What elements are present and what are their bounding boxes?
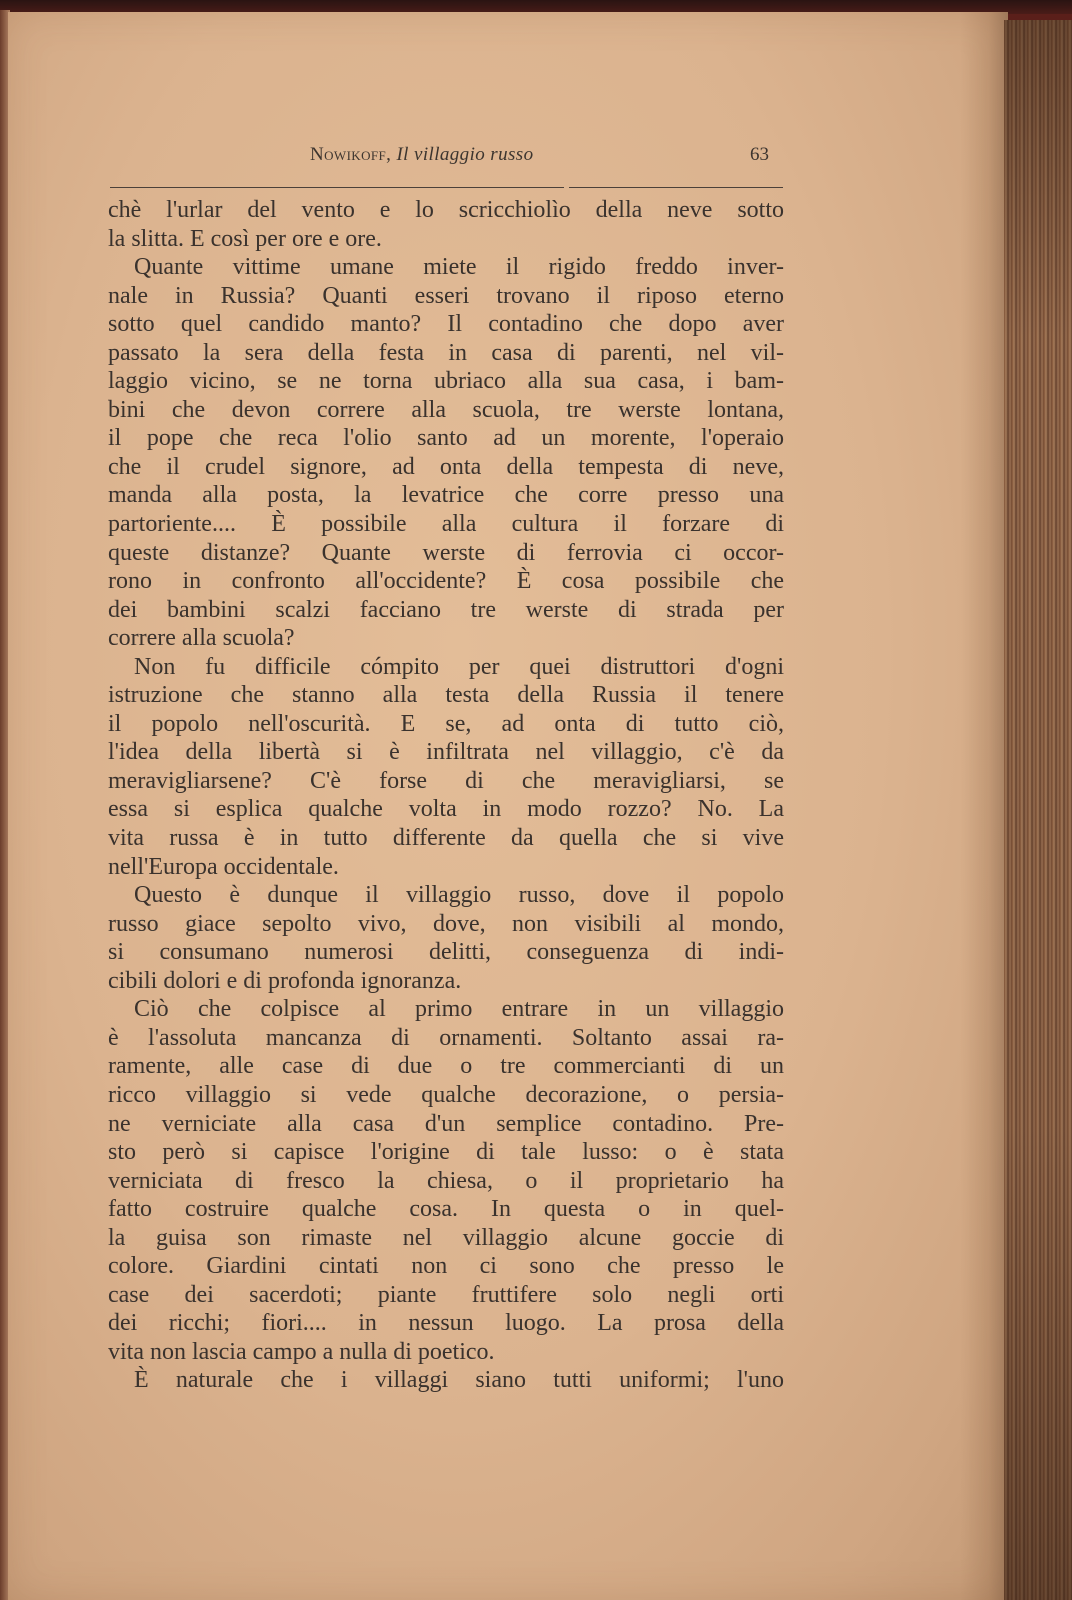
text-line: passato la sera della festa in casa di parenti, nel vil-	[108, 339, 784, 366]
text-line: l'idea della libertà si è infiltrata nel villaggio, c'è da	[108, 739, 784, 766]
text-line: vita russa è in tutto differente da quella che si vive	[108, 825, 784, 852]
text-line: ramente, alle case di due o tre commercianti di un	[108, 1053, 784, 1080]
text-line: sotto quel candido manto? Il contadino che dopo aver	[108, 311, 784, 338]
text-line: verniciata di fresco la chiesa, o il proprietario ha	[108, 1167, 784, 1194]
text-line: rono in confronto all'occidente? È cosa possibile che	[108, 568, 784, 595]
text-line: dei bambini scalzi facciano tre werste di strada per	[108, 596, 784, 623]
page-stack-shading	[1004, 20, 1072, 1600]
running-header	[110, 140, 782, 174]
text-line: queste distanze? Quante werste di ferrovia ci occor-	[108, 539, 784, 566]
text-line: ricco villaggio si vede qualche decorazione, o persia-	[108, 1081, 784, 1108]
text-line: il pope che reca l'olio santo ad un morente, l'operaio	[108, 425, 784, 452]
header-author: Nowikoff,	[310, 144, 392, 165]
text-line: si consumano numerosi delitti, conseguenza di indi-	[108, 939, 784, 966]
text-line: il popolo nell'oscurità. E se, ad onta di tutto ciò,	[108, 710, 784, 737]
text-line: la slitta. E così per ore e ore.	[108, 225, 382, 252]
text-line: dei ricchi; fiori.... in nessun luogo. La prosa della	[108, 1310, 784, 1337]
text-line: sto però si capisce l'origine di tale lusso: o è stata	[108, 1139, 784, 1166]
page-gutter-shadow	[960, 12, 1008, 1600]
body-text	[108, 196, 784, 1395]
text-line: manda alla posta, la levatrice che corre presso una	[108, 482, 784, 509]
text-line: ne verniciate alla casa d'un semplice contadino. Pre-	[108, 1110, 784, 1137]
text-line: laggio vicino, se ne torna ubriaco alla sua casa, i bam-	[108, 368, 784, 395]
text-line: colore. Giardini cintati non ci sono che presso le	[108, 1253, 784, 1280]
text-line: la guisa son rimaste nel villaggio alcune goccie di	[108, 1224, 784, 1251]
text-line: nale in Russia? Quanti esseri trovano il riposo eterno	[108, 282, 784, 309]
text-line: istruzione che stanno alla testa della Russia il tenere	[108, 682, 784, 709]
text-line: Ciò che colpisce al primo entrare in un villaggio	[134, 996, 784, 1023]
text-line: cibili dolori e di profonda ignoranza.	[108, 967, 462, 994]
text-line: meravigliarsene? C'è forse di che meravigliarsi, se	[108, 767, 784, 794]
text-line: Quante vittime umane miete il rigido freddo inver-	[134, 254, 784, 281]
text-line: case dei sacerdoti; piante fruttifere solo negli orti	[108, 1281, 784, 1308]
text-line: essa si esplica qualche volta in modo rozzo? No. La	[108, 796, 784, 823]
text-line: Questo è dunque il villaggio russo, dove il popolo	[134, 882, 784, 909]
running-title	[310, 144, 710, 166]
header-rule-left	[110, 187, 564, 188]
text-line: chè l'urlar del vento e lo scricchiolìo della neve sotto	[108, 197, 784, 223]
text-line: è l'assoluta mancanza di ornamenti. Soltanto assai ra-	[108, 1024, 784, 1051]
text-line: fatto costruire qualche cosa. In questa o in quel-	[108, 1196, 784, 1223]
text-line: correre alla scuola?	[108, 625, 295, 652]
header-book-title: Il villaggio russo	[396, 144, 534, 165]
text-line: partoriente.... È possibile alla cultura il forzare di	[108, 511, 784, 538]
text-line: nell'Europa occidentale.	[108, 853, 339, 880]
text-line: russo giace sepolto vivo, dove, non visibili al mondo,	[108, 910, 784, 937]
header-rule-right	[569, 187, 783, 188]
text-line: che il crudel signore, ad onta della tempesta di neve,	[108, 453, 784, 480]
text-line: È naturale che i villaggi siano tutti uniformi; l'uno	[134, 1367, 784, 1394]
text-line: vita non lascia campo a nulla di poetico.	[108, 1338, 495, 1365]
page-number: 63	[750, 144, 769, 165]
text-line: bini che devon correre alla scuola, tre werste lontana,	[108, 396, 784, 423]
text-line: Non fu difficile cómpito per quei distruttori d'ogni	[134, 653, 784, 680]
